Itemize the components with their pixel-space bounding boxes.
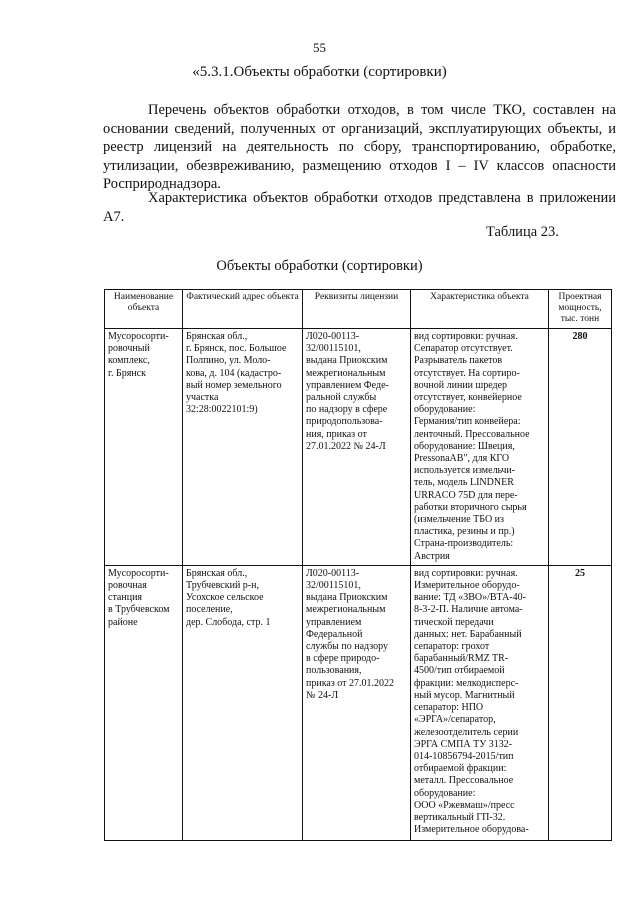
- license-details: Л020-00113- 32/00115101, выдана Приокским межрегиональным управлением Федеральной службы по надзору в сфере природо- пользования, приказ от 27.01.2022 № 24-Л: [303, 565, 411, 840]
- processing-objects-table: [104, 289, 612, 841]
- object-name: Мусоросорти- ровочный комплекс, г. Брянск: [105, 329, 183, 566]
- object-characteristics: вид сортировки: ручная. Измерительное оборудо- вание: ТД «ЗВО»/ВТА-40- 8-3-2-П. Наличие автома- тической передачи данных: нет. Барабанный сепаратор: грохот барабанный/RMZ TR- 4500/тип отбираемой фракции: мелкодисперс- ный мусор. Магнитный сепаратор: НПО «ЭРГА»/сепаратор, железоотделитель серии ЭРГА СМПА ТУ 3132- 014-10856794-2015/тип отбираемой фракции: металл. Прессовальное оборудование: ООО «Ржевмаш»/пресс вертикальный ГП-32. Измерительное оборудова-: [411, 565, 549, 840]
- object-address: Брянская обл., г. Брянск, пос. Большое Полпино, ул. Моло- кова, д. 104 (кадастро- вый номер земельного участка 32:28:0022101:9): [183, 329, 303, 566]
- object-name: Мусоросорти- ровочная станция в Трубчевском районе: [105, 565, 183, 840]
- header-license: Реквизиты лицензии: [303, 290, 411, 329]
- table-header-row: [105, 290, 612, 329]
- design-capacity: 25: [549, 565, 612, 840]
- header-name: Наименование объекта: [105, 290, 183, 329]
- table-row: [105, 329, 612, 566]
- license-details: Л020-00113- 32/00115101, выдана Приокским межрегиональным управлением Феде- ральной службы по надзору в сфере природопользова- ния, приказ от 27.01.2022 № 24-Л: [303, 329, 411, 566]
- header-characteristics: Характеристика объекта: [411, 290, 549, 329]
- intro-paragraph: Перечень объектов обработки отходов, в том числе ТКО, составлен на основании сведений, полученных от организаций, эксплуатирующих объекты, и реестр лицензий на деятельность по сбору, транспортированию, обработке, утилизации, обезвреживанию, размещению отходов I – IV классов опасности Росприроднадзора.: [103, 102, 616, 192]
- object-address: Брянская обл., Трубчевский р-н, Усохское сельское поселение, дер. Слобода, стр. 1: [183, 565, 303, 840]
- table-row: [105, 565, 612, 840]
- object-characteristics: вид сортировки: ручная. Сепаратор отсутствует. Разрыватель пакетов отсутствует. На сортиро- вочной линии шредер отсутствует, конвейерное оборудование: Германия/тип конвейера: ленточный. Прессовальное оборудование: Швеция, PressonaAB", для КГО используется измельчи- тель, модель LINDNER URRACO 75D для пере- работки вторичного сырья (измельчение ТБО из пластика, резины и пр.) Страна-производитель: Австрия: [411, 329, 549, 566]
- design-capacity: 280: [549, 329, 612, 566]
- page-number: 55: [313, 40, 326, 55]
- appendix-reference-paragraph: Характеристика объектов обработки отходов представлена в приложении А7.: [103, 190, 616, 225]
- table-label: Таблица 23.: [486, 224, 559, 240]
- header-capacity: Проектная мощность, тыс. тонн: [549, 290, 612, 329]
- table-title: Объекты обработки (сортировки): [216, 258, 423, 274]
- header-address: Фактический адрес объекта: [183, 290, 303, 329]
- section-title: «5.3.1.Объекты обработки (сортировки): [192, 64, 447, 80]
